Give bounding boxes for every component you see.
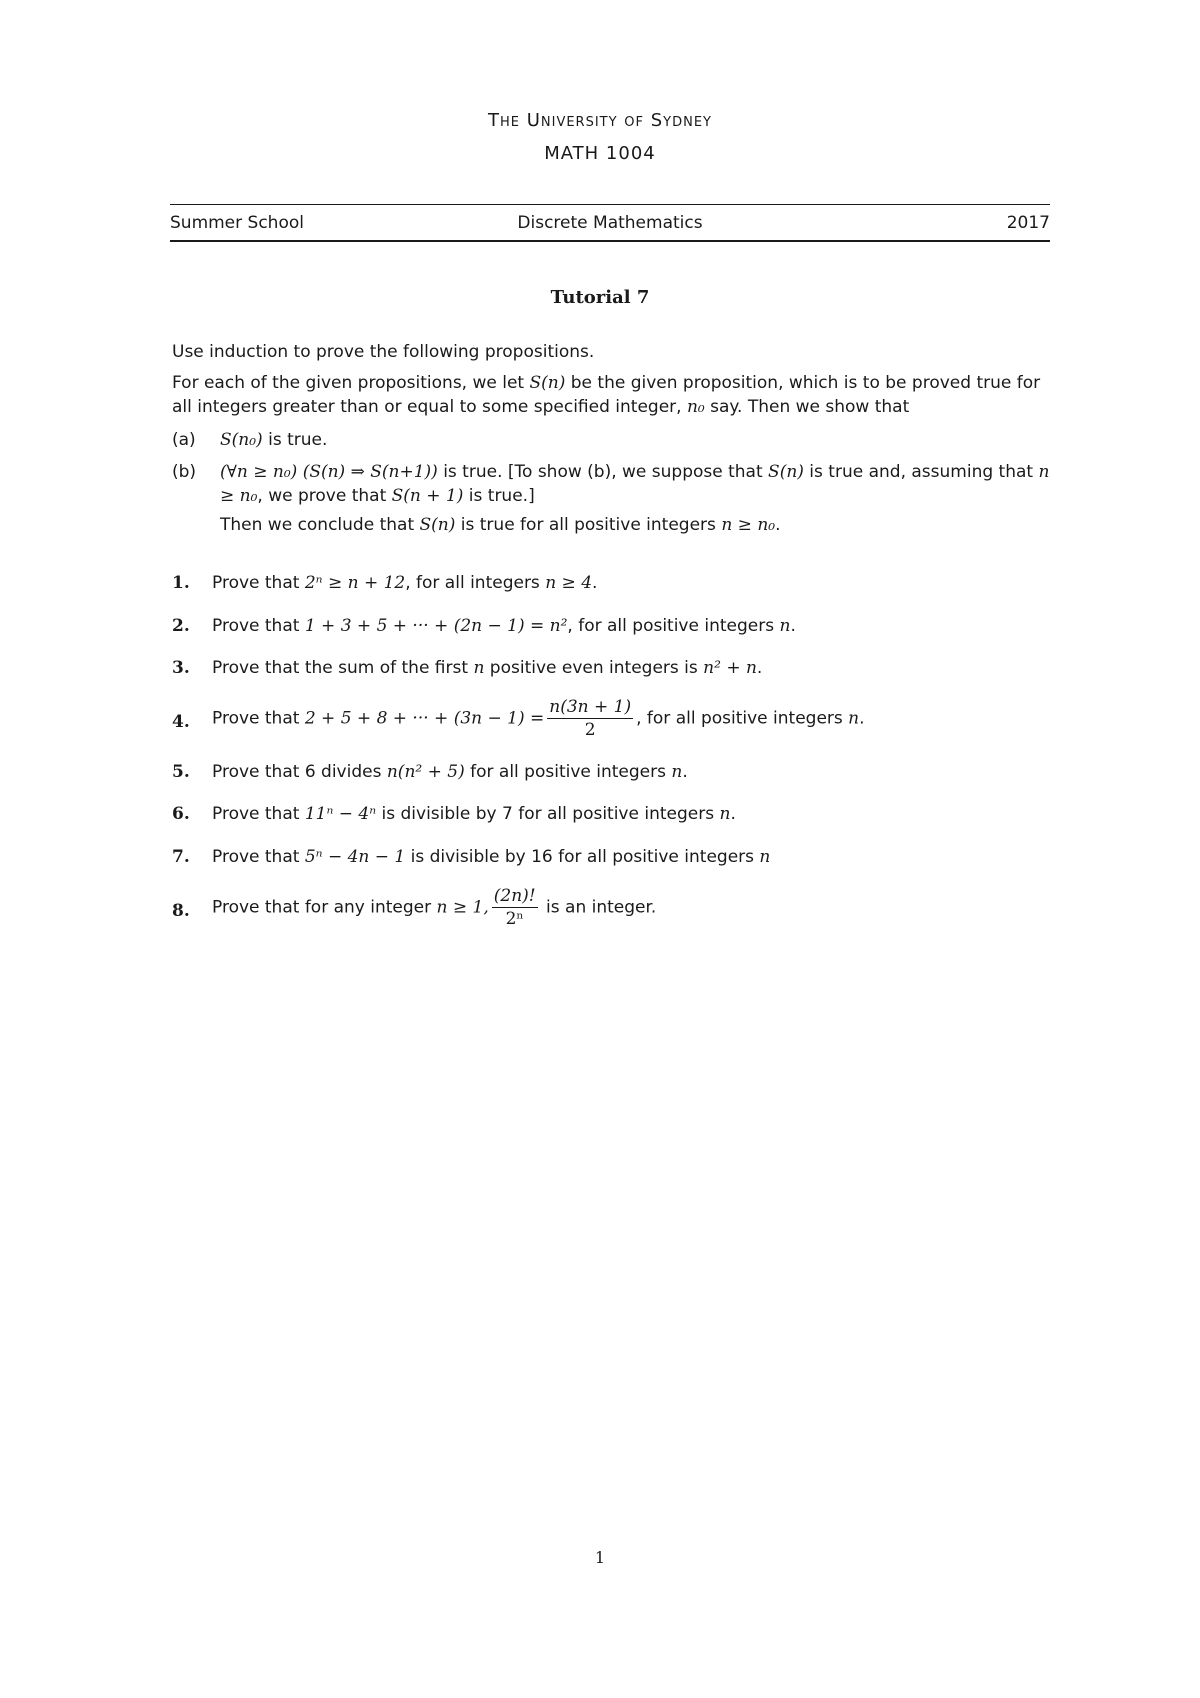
intro-paragraph: For each of the given propositions, we let S(n) be the given proposition, which is to be proved true for all integers greater than or equal to some specified integer, n₀ say. Then we show that bbox=[172, 373, 1041, 417]
header-rule-top bbox=[170, 204, 1050, 205]
intro-line: Use induction to prove the following propositions. bbox=[172, 342, 595, 362]
header-subject: Discrete Mathematics bbox=[517, 213, 703, 233]
fraction: $\frac{n(3n + 1)}{2}$ bbox=[549, 697, 632, 740]
university-name: The University of Sydney bbox=[488, 110, 712, 131]
tutorial-title: Tutorial 7 bbox=[550, 287, 650, 308]
step-b-label: (b) bbox=[172, 462, 197, 482]
step-b-text: (∀n ≥ n₀) (S(n) ⇒ S(n+1)) is true. [To show (b), we suppose that S(n) is true and, assuming that n ≥ n₀, we prove that S(n + 1) is true.] bbox=[220, 462, 1050, 506]
step-a-text: S(n₀) is true. bbox=[220, 430, 328, 450]
header-row bbox=[170, 213, 1050, 235]
page-number: 1 bbox=[594, 1548, 606, 1567]
header-rule-bottom bbox=[170, 240, 1050, 242]
header-year: 2017 bbox=[1006, 213, 1050, 233]
document-page: The University of Sydney MATH 1004 Summer School Discrete Mathematics 2017 Tutorial 7 Use induction to prove the following propositions. For each of the given propositions, we let S(n) be the given proposition, which is to be proved true for all integers greater than or equal to some specified integer, n₀ say. Then we show that (a) S(n₀) is true. (b) (∀n ≥ n₀) (S(n) ⇒ S(n+1)) is true. [To show (b), we suppose that S(n) is true and, assuming that n ≥ n₀, we prove that S(n + 1) is true.] Then we conclude that S(n) is true for all positive integers n ≥ n₀. 1. Prove that 2ⁿ ≥ n + 12, for all integers n ≥ 4. 2. Prove that 1 + 3 + 5 + ··· + (2n − 1) = n², for all positive integers n. 3. Prove that the sum of the first n positive even integers is n² + n. 4. Prove that 2 + 5 + 8 + ··· + (3n − 1) = $\frac{n(3n + 1)}{2}$ , for all positive integers n. 5. Prove that 6 divides n(n² + 5) for all positive integers n. 6. Prove that 11ⁿ − 4ⁿ is divisible by 7 for all positive integers n. 7. Prove that 5ⁿ − 4n − 1 is divisible by 16 for all positive integers n 8. Prove that for any integer n ≥ 1, $\frac{(2n)!}{\text{2ⁿ}}$ is an integer. 1 bbox=[0, 0, 1200, 1698]
fraction: $\frac{(2n)!}{\text{2ⁿ}}$ bbox=[493, 886, 536, 929]
header-term: Summer School bbox=[170, 213, 304, 233]
course-code: MATH 1004 bbox=[544, 143, 656, 164]
conclusion-line: Then we conclude that S(n) is true for all positive integers n ≥ n₀. bbox=[220, 515, 781, 535]
step-a-label: (a) bbox=[172, 430, 196, 450]
